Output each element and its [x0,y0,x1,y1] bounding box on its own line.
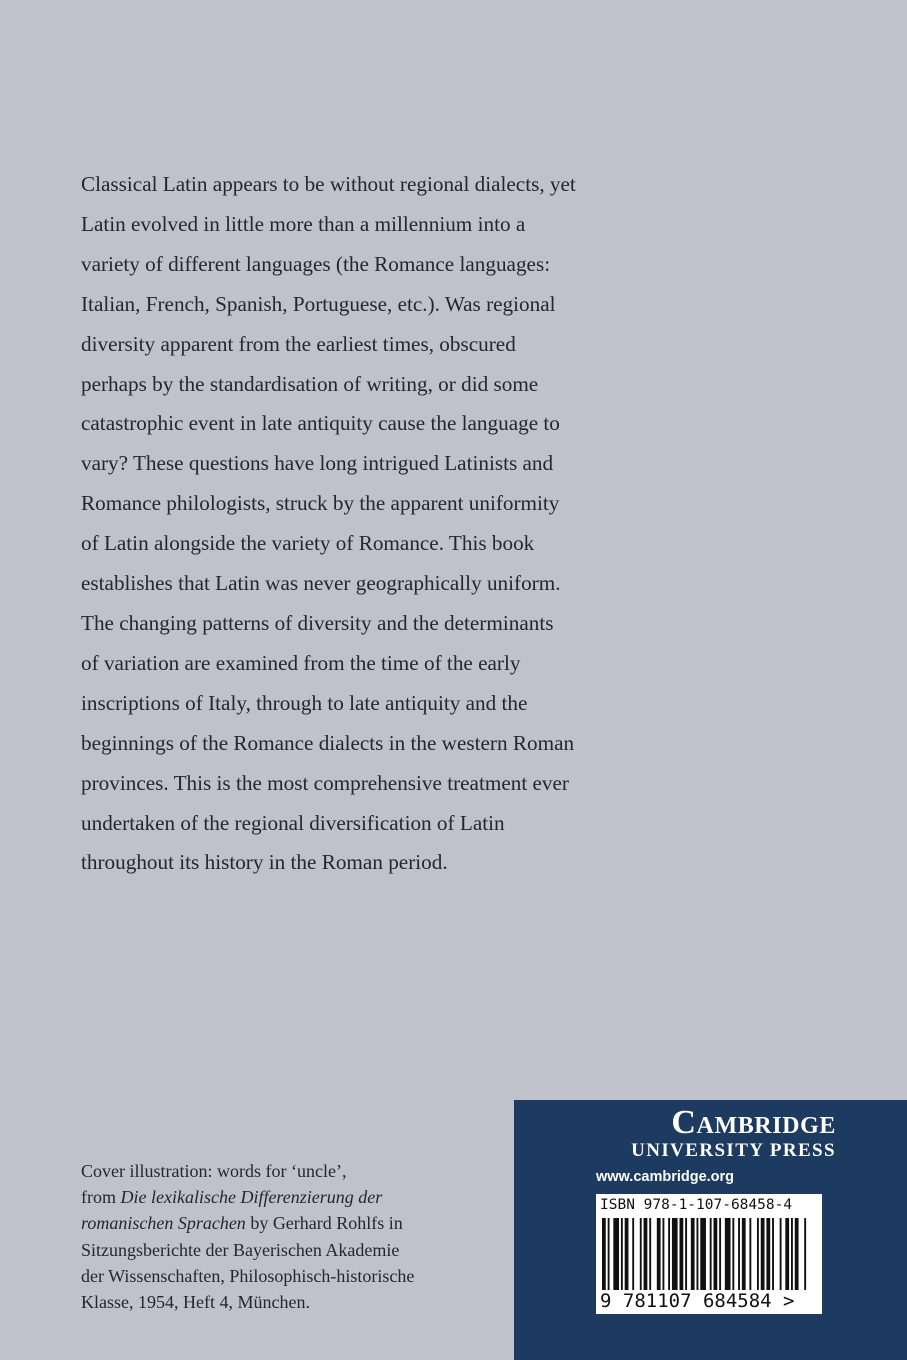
blurb-line: variety of different languages (the Romance languages: [81,251,551,276]
blurb-line: perhaps by the standardisation of writing, or did some [81,371,539,396]
barcode-icon [602,1218,808,1290]
blurb-line: Latin evolved in little more than a millennium into a [81,211,526,236]
blurb-line: catastrophic event in late antiquity cause the language to [81,411,560,436]
credit-line: Sitzungsberichte der Bayerischen Akademie [81,1239,400,1260]
blurb-line: undertaken of the regional diversification of Latin [81,810,505,835]
blurb-line: Classical Latin appears to be without regional dialects, yet [81,172,576,196]
publisher-subname: UNIVERSITY PRESS [631,1140,836,1161]
credit-text: from [81,1187,121,1208]
publisher-url: www.cambridge.org [596,1169,735,1185]
credit-book-title: romanischen Sprachen [81,1213,246,1234]
credit-line: der Wissenschaften, Philosophisch-historische [81,1265,415,1286]
publisher-name: Cambridge [671,1104,836,1141]
isbn-label: ISBN 978-1-107-68458-4 [600,1197,793,1213]
blurb-line: Romance philologists, struck by the apparent uniformity [81,491,560,516]
credit-text: by Gerhard Rohlfs in [245,1213,403,1234]
publisher-logo [596,1105,836,1161]
credit-line: Klasse, 1954, Heft 4, München. [81,1292,310,1313]
blurb-line: of Latin alongside the variety of Romance. This book [81,531,535,556]
barcode-digits: 9 781107 684584 > [600,1290,795,1312]
credit-book-title: Die lexikalische Differenzierung der [120,1187,383,1208]
blurb-line: The changing patterns of diversity and the determinants [81,610,554,635]
back-cover-blurb [81,165,641,883]
publisher-panel [514,1100,907,1360]
blurb-line: of variation are examined from the time of the early [81,650,521,675]
blurb-line: provinces. This is the most comprehensive treatment ever [81,770,569,795]
blurb-line: Italian, French, Spanish, Portuguese, etc.). Was regional [81,291,556,316]
blurb-line: throughout its history in the Roman period. [81,850,448,875]
blurb-line: vary? These questions have long intrigued Latinists and [81,451,554,476]
blurb-line: inscriptions of Italy, through to late antiquity and the [81,690,528,715]
credit-line [81,1184,501,1210]
barcode-box [596,1194,822,1314]
cover-illustration-credit [81,1158,501,1315]
credit-line: Cover illustration: words for ‘uncle’, [81,1161,347,1181]
blurb-line: beginnings of the Romance dialects in the western Roman [81,730,575,755]
blurb-line: establishes that Latin was never geographically uniform. [81,571,561,596]
credit-line [81,1210,501,1236]
blurb-line: diversity apparent from the earliest times, obscured [81,331,516,356]
